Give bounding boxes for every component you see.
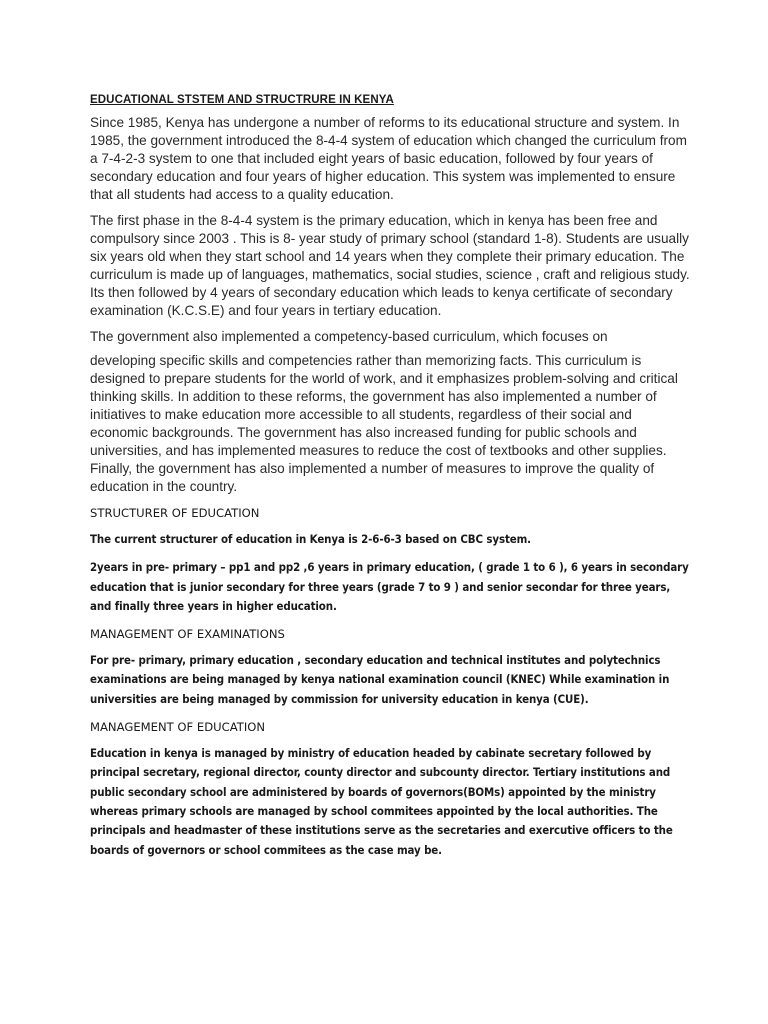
document-body — [90, 94, 690, 869]
structure-paragraph-1: The current structurer of education in Kenya is 2-6-6-3 based on CBC system. — [90, 532, 531, 546]
structure-heading: STRUCTURER OF EDUCATION — [90, 506, 260, 520]
management-heading: MANAGEMENT OF EDUCATION — [90, 720, 266, 735]
examinations-heading: MANAGEMENT OF EXAMINATIONS — [90, 627, 285, 642]
structure-paragraph-2: 2years in pre- primary – pp1 and pp2 ,6 years in primary education, ( grade 1 to 6 ), 6 years in secondary education that is junior secondary for three years (grade 7 to 9 ) and senior secondar for three years, and finally three years in higher education. — [90, 560, 689, 613]
intro-paragraph-3: The government also implemented a competency-based curriculum, which focuses on — [90, 329, 608, 344]
management-paragraph: Education in kenya is managed by ministry of education headed by cabinate secretary followed by principal secretary, regional director, county director and subcounty director. Tertiary institutions and public secondary school are administered by boards of governors(BOMs) appointed by the ministry whereas primary schools are managed by school commitees appointed by the local authorities. The principals and headmaster of these institutions serve as the secretaries and exercutive officers to the boards of governors or school commitees as the case may be. — [90, 746, 673, 857]
examinations-paragraph: For pre- primary, primary education , secondary education and technical institutes and polytechnics examinations are being managed by kenya national examination council (KNEC) While examination in universities are being managed by commission for university education in kenya (CUE). — [90, 653, 670, 706]
intro-paragraph-1: Since 1985, Kenya has undergone a number of reforms to its educational structure and system. In 1985, the government introduced the 8-4-4 system of education which changed the curriculum from a 7-4-2-3 system to one that included eight years of basic education, followed by four years of secondary education and four years of higher education. This system was implemented to ensure that all students had access to a quality education. — [90, 115, 687, 202]
document-title: EDUCATIONAL STSTEM AND STRUCTRURE IN KENYA — [90, 94, 394, 106]
intro-paragraph-4: developing specific skills and competencies rather than memorizing facts. This curriculum is designed to prepare students for the world of work, and it emphasizes problem-solving and critical thinking skills. In addition to these reforms, the government has also implemented a number of initiatives to make education more accessible to all students, regardless of their social and economic backgrounds. The government has also increased funding for public schools and universities, and has implemented measures to reduce the cost of textbooks and other supplies. Finally, the government has also implemented a number of measures to improve the quality of education in the country. — [90, 353, 678, 494]
intro-paragraph-2: The first phase in the 8-4-4 system is the primary education, which in kenya has been free and compulsory since 2003 . This is 8- year study of primary school (standard 1-8). Students are usually six years old when they start school and 14 years when they complete their primary education. The curriculum is made up of languages, mathematics, social studies, science , craft and religious study. Its then followed by 4 years of secondary education which leads to kenya certificate of secondary examination (K.C.S.E) and four years in tertiary education. — [90, 213, 690, 318]
